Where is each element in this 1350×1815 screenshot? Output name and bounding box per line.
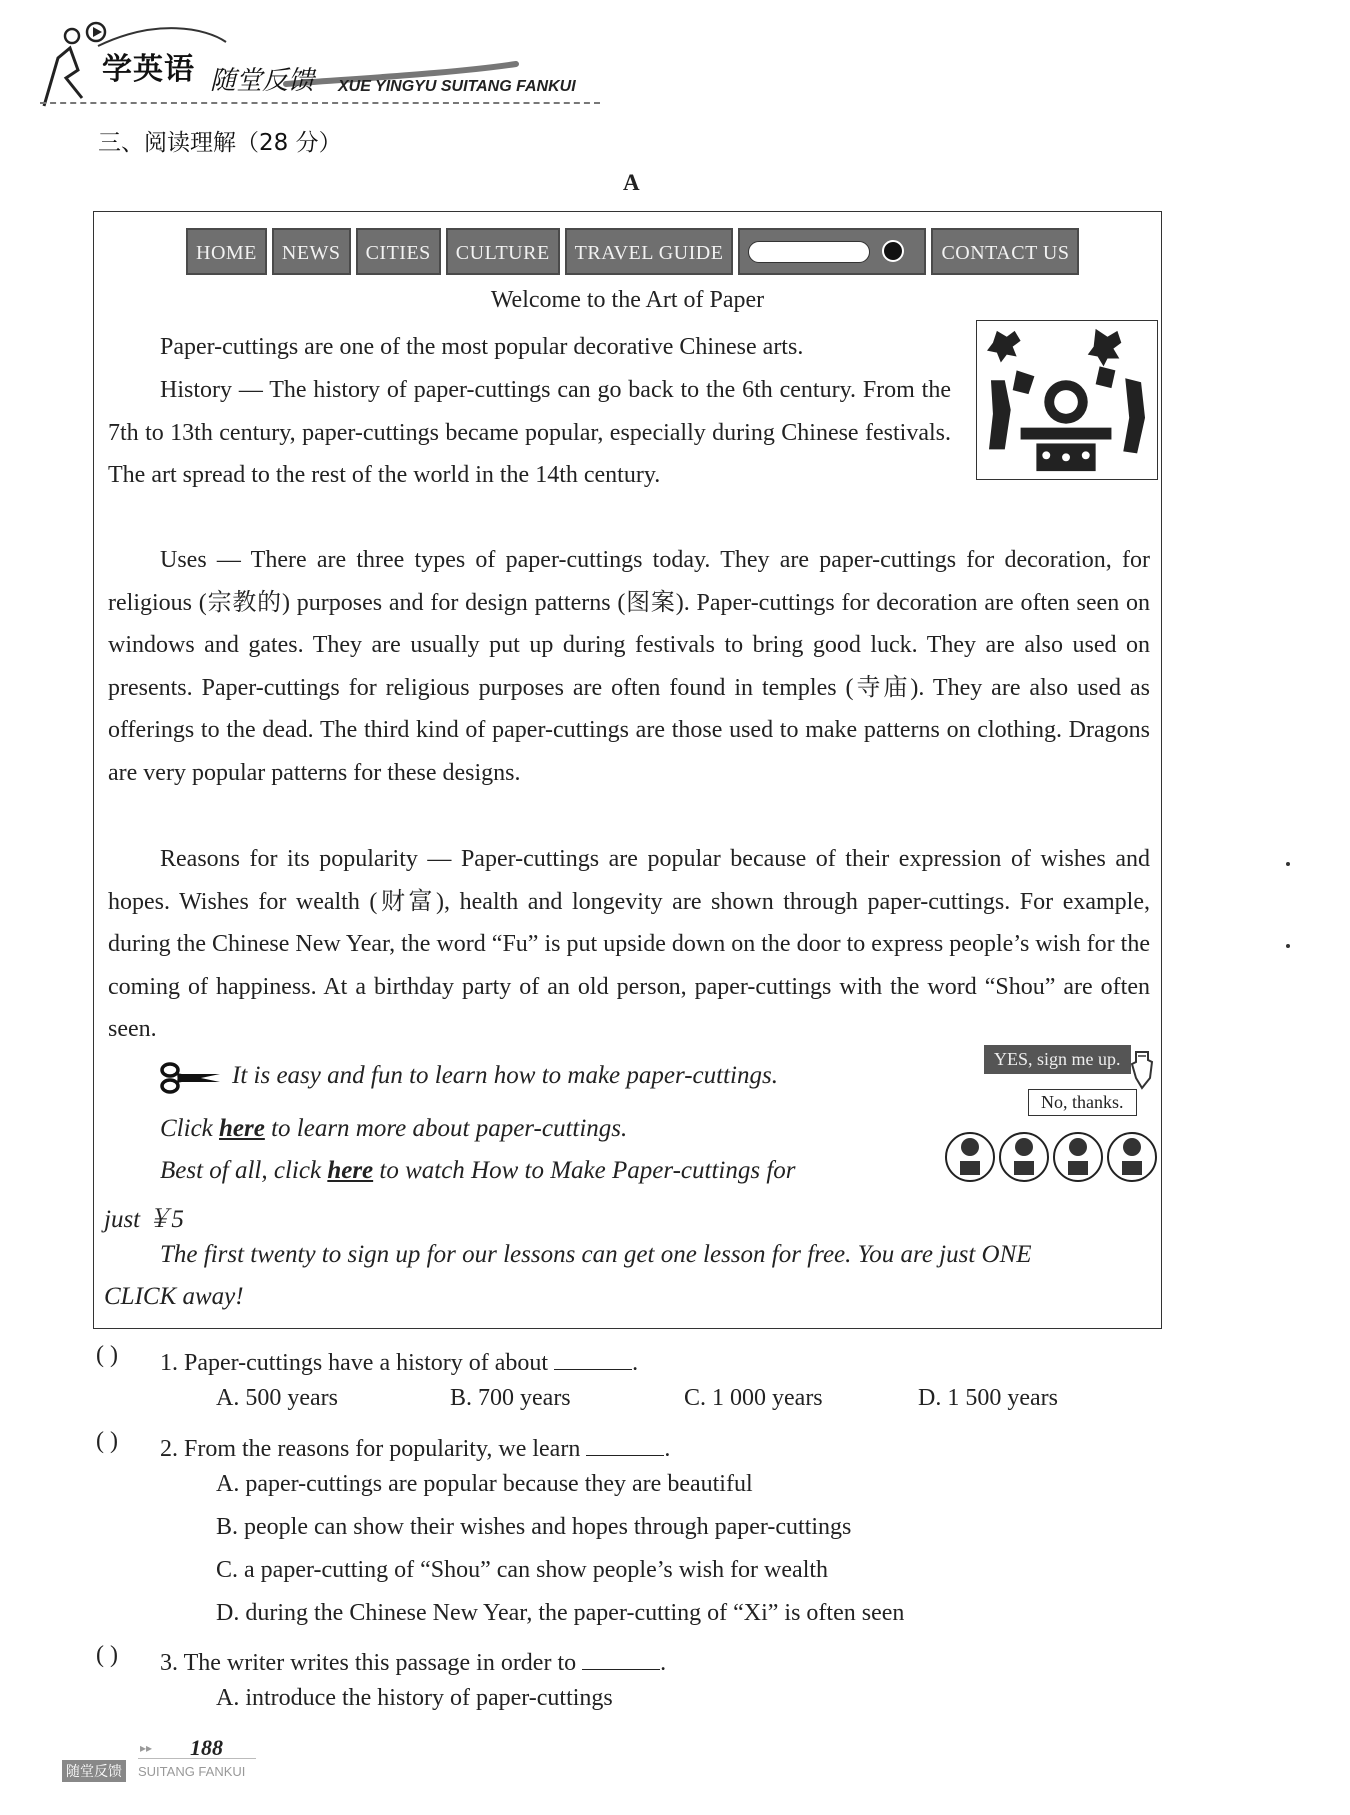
q1-option-b: B. 700 years (450, 1385, 571, 1411)
here-link-learn[interactable]: here (219, 1115, 265, 1142)
search-input[interactable] (748, 241, 870, 263)
yes-sign-up-button[interactable]: YES, sign me up. (984, 1045, 1131, 1074)
q3-option-a: A. introduce the history of paper-cuttings (216, 1685, 613, 1711)
answer-blank (554, 1349, 632, 1370)
here-link-watch[interactable]: here (327, 1157, 374, 1184)
web-page-title: Welcome to the Art of Paper (490, 287, 765, 313)
nav-travel-guide[interactable]: TRAVEL GUIDE (565, 228, 734, 275)
question-3-stem: 3. The writer writes this passage in order to . (160, 1650, 667, 1676)
nav-contact-us[interactable]: CONTACT US (931, 228, 1079, 275)
nav-news[interactable]: NEWS (272, 228, 351, 275)
logo-title-cn: 学英语 (102, 52, 195, 87)
q2-option-a: A. paper-cuttings are popular because they are beautiful (216, 1471, 753, 1497)
page-number: 188 (190, 1735, 223, 1760)
intro-paragraph: Paper-cuttings are one of the most popular decorative Chinese arts. (160, 334, 804, 360)
paper-doll-icons (944, 1125, 1160, 1185)
q2-option-b: B. people can show their wishes and hopes through paper-cuttings (216, 1514, 852, 1540)
history-paragraph: History — The history of paper-cuttings can go back to the 6th century. From the 7th to 13th century, paper-cuttings became popular, especially during Chinese festivals. The art spread to the rest of the world in the 14th century. (108, 377, 951, 489)
best-line: Best of all, click here to watch How to Make Paper-cuttings for (160, 1157, 796, 1184)
logo-subtitle-cn: 随堂反馈 (210, 66, 315, 96)
answer-paren[interactable]: ( ) (96, 1642, 118, 1668)
question-2-stem: 2. From the reasons for popularity, we learn . (160, 1436, 671, 1462)
footer-subtitle: SUITANG FANKUI (138, 1764, 246, 1779)
easy-line: It is easy and fun to learn how to make paper-cuttings. (232, 1062, 778, 1089)
section-title: 三、阅读理解（28 分） (98, 130, 342, 156)
answer-paren[interactable]: ( ) (96, 1342, 118, 1368)
q1-option-c: C. 1 000 years (684, 1385, 823, 1411)
search-icon[interactable] (882, 240, 904, 262)
footer-badge: 随堂反馈 (62, 1760, 126, 1782)
nav-cities[interactable]: CITIES (356, 228, 441, 275)
question-1-stem: 1. Paper-cuttings have a history of about . (160, 1350, 639, 1376)
passage-letter: A (623, 170, 640, 195)
nav-search-box (738, 228, 926, 275)
uses-paragraph: Uses — There are three types of paper-cuttings today. They are paper-cuttings for decoration, for religious (宗教的) purposes and for design patterns (图案). Paper-cuttings for decoration are often seen on windows and gates. They are usually put up during festivals to bring good luck. They are also used on presents. Paper-cuttings for religious purposes are often found in temples (寺庙). They are also used as offerings to the dead. The third kind of paper-cuttings are those used to make patterns on clothing. Dragons are very popular patterns for these designs. (108, 547, 1150, 786)
logo-subtitle-en: XUE YINGYU SUITANG FANKUI (338, 78, 576, 95)
q2-option-d: D. during the Chinese New Year, the paper-cutting of “Xi” is often seen (216, 1600, 905, 1626)
q1-option-d: D. 1 500 years (918, 1385, 1058, 1411)
scissors-icon (160, 1060, 222, 1096)
q2-option-c: C. a paper-cutting of “Shou” can show people’s wish for wealth (216, 1557, 829, 1583)
hand-pointer-icon (1128, 1048, 1156, 1090)
best-line-price: just ￥5 (104, 1206, 184, 1233)
reasons-paragraph: Reasons for its popularity — Paper-cuttings are popular because of their expression of wishes and hopes. Wishes for wealth (财富), health and longevity are shown through paper-cuttings. For example, during the Chinese New Year, the word “Fu” is put upside down on the door to express people’s wish for the coming of happiness. At a birthday party of an old person, paper-cuttings with the word “Shou” are often seen. (108, 846, 1150, 1043)
click-line: Click here to learn more about paper-cuttings. (160, 1115, 628, 1142)
paper-cutting-image (976, 320, 1158, 480)
margin-dot (1286, 944, 1290, 948)
nav-culture[interactable]: CULTURE (446, 228, 560, 275)
q1-option-a: A. 500 years (216, 1385, 338, 1411)
nav-bar (186, 228, 1079, 275)
signup-line: The first twenty to sign up for our lessons can get one lesson for free. You are just ONE (160, 1241, 1032, 1268)
margin-dot (1286, 862, 1290, 866)
answer-blank (582, 1649, 660, 1670)
answer-paren[interactable]: ( ) (96, 1428, 118, 1454)
answer-blank (586, 1435, 664, 1456)
no-thanks-button[interactable]: No, thanks. (1028, 1089, 1137, 1116)
header-divider (40, 102, 600, 104)
nav-home[interactable]: HOME (186, 228, 267, 275)
signup-line-end: CLICK away! (104, 1283, 244, 1310)
footer-divider (138, 1758, 256, 1759)
page-arrows-icon: ▸▸ (140, 1741, 153, 1755)
